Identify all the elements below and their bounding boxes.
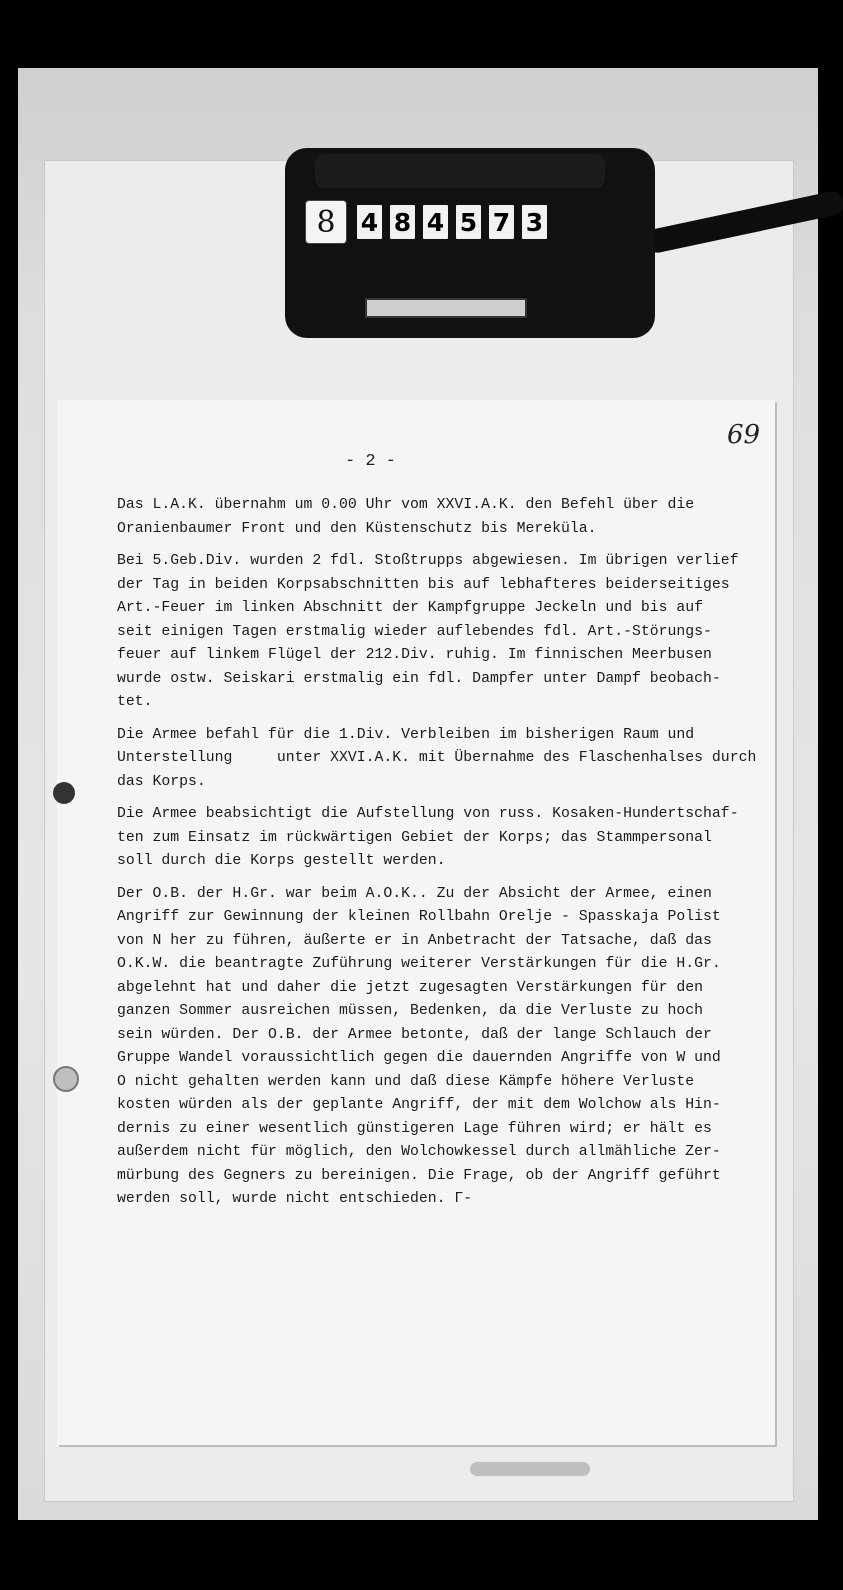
counter-digit: 3 <box>520 203 549 241</box>
punch-hole <box>53 782 75 804</box>
page-number: - 2 - <box>345 452 397 471</box>
paragraph: Der O.B. der H.Gr. war beim A.O.K.. Zu der Absicht der Armee, einen Angriff zur Gewinnung der kleinen Rollbahn Orelje - Spasskaja Polist von N her zu führen, äußerte er in Anbetracht der Tatsache, daß das O.K.W. die beantragte Zuführung weiterer Verstärkungen für die H.Gr. abgelehnt hat und daher die jetzt zugesagten Verstärkungen für den ganzen Sommer ausreichen müssen, Bedenken, da die Verluste zu hoch sein würden. Der O.B. der Armee betonte, daß der lange Schlauch der Gruppe Wandel voraussichtlich gegen die dauernden Angriffe von W und O nicht gehalten werden kann und daß diese Kämpfe höhere Verluste kosten würden als der geplante Angriff, der mit dem Wolchow als Hin- dernis zu einer wesentlich günstigeren Lage führen wird; er hält es außerdem nicht für möglich, den Wolchowkessel durch allmähliche Zer- mürbung des Gegners zu bereinigen. Die Frage, ob der Angriff geführt werden soll, wurde nicht entschieden. Γ- <box>117 885 721 1207</box>
counter-display <box>305 200 549 244</box>
counter-digit: 4 <box>421 203 450 241</box>
frame-counter-device <box>285 148 665 338</box>
paragraph: Die Armee beabsichtigt die Aufstellung von russ. Kosaken-Hundertschaf- ten zum Einsatz im rückwärtigen Gebiet der Korps; das Stammpersonal soll durch die Korps gestellt werden. <box>117 806 739 869</box>
paragraph: Die Armee befahl für die 1.Div. Verbleiben im bisherigen Raum und Unterstellung unter XXVI.A.K. mit Übernahme des Flaschenhalses durch das Korps. <box>117 726 757 790</box>
reel-number: 8 <box>305 200 347 244</box>
counter-digit: 7 <box>487 203 516 241</box>
document-body <box>117 494 777 1221</box>
counter-digit: 4 <box>355 203 384 241</box>
paragraph: Das L.A.K. übernahm um 0.00 Uhr vom XXVI.A.K. den Befehl über die Oranienbaumer Front und den Küstenschutz bis Mereküla. <box>117 497 695 537</box>
punch-hole <box>53 1066 79 1092</box>
counter-top <box>315 154 605 188</box>
film-smudge <box>470 1462 590 1476</box>
counter-digit: 8 <box>388 203 417 241</box>
folio-handwritten-number: 69 <box>727 420 761 450</box>
counter-slot <box>365 298 527 318</box>
counter-digit: 5 <box>454 203 483 241</box>
paragraph: Bei 5.Geb.Div. wurden 2 fdl. Stoßtrupps abgewiesen. Im übrigen verlief der Tag in beiden Korpsabschnitten bis auf lebhafteres beiderseitiges Art.-Feuer im linken Abschnitt der Kampfgruppe Jeckeln und bis auf seit einigen Tagen erstmalig wieder auflebendes fdl. Art.-Störungs- feuer auf linkem Flügel der 212.Div. ruhig. Im finnischen Meerbusen wurde ostw. Seiskari erstmalig ein fdl. Dampfer unter Dampf beobach- tet. <box>117 553 739 710</box>
counter-body <box>285 148 655 338</box>
